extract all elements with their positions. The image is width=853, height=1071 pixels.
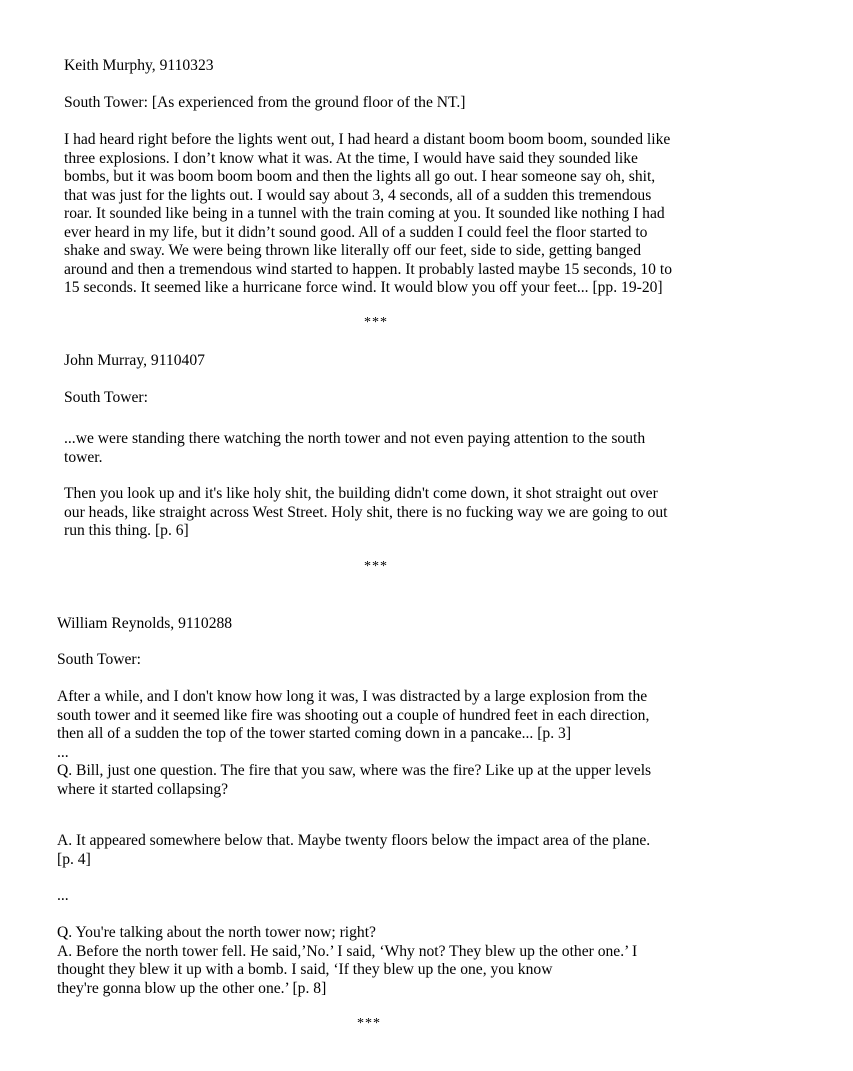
text-line: 15 seconds. It seemed like a hurricane force wind. It would blow you off your feet... [pp. 19-20] (64, 279, 663, 296)
testimony-paragraph (64, 131, 672, 298)
text-line: A. It appeared somewhere below that. Maybe twenty floors below the impact area of the plane. (57, 832, 651, 849)
testimony-paragraph (57, 832, 650, 869)
section-separator: *** (364, 315, 388, 330)
text-line: then all of a sudden the top of the tower started coming down in a pancake... [p. 3] (57, 725, 572, 742)
text-line: A. Before the north tower fell. He said,’No.’ I said, ‘Why not? They blew up the other one.’ I (57, 942, 638, 960)
text-line: around and then a tremendous wind started to happen. It probably lasted maybe 15 seconds, 10 to (64, 260, 673, 278)
text-line: ever heard in my life, but it didn’t sound good. All of a sudden I could feel the floor started to (64, 223, 648, 241)
section-separator: *** (357, 1016, 381, 1031)
entry-tower-label: South Tower: (64, 389, 148, 406)
entry-name: John Murray, 9110407 (64, 352, 205, 369)
entry-tower-label: South Tower: [As experienced from the ground floor of the NT.] (64, 94, 466, 111)
text-line: tower. (64, 448, 103, 466)
text-line: Then you look up and it's like holy shit, the building didn't come down, it shot straight out over (64, 485, 658, 502)
entry-name: William Reynolds, 9110288 (57, 615, 233, 632)
text-line: shake and sway. We were being thrown like literally off our feet, side to side, getting banged (64, 242, 641, 259)
text-line: where it started collapsing? (57, 780, 229, 798)
text-line: three explosions. I don’t know what it was. At the time, I would have said they sounded like (64, 149, 638, 167)
text-line: bombs, but it was boom boom boom and then the lights all go out. I hear someone say oh, shit, (64, 168, 656, 185)
text-line: our heads, like straight across West Street. Holy shit, there is no fucking way we are going to out (64, 503, 668, 521)
text-line: I had heard right before the lights went out, I had heard a distant boom boom boom, sounded like (64, 131, 671, 148)
text-line: roar. It sounded like being in a tunnel with the train coming at you. It sounded like nothing I had (64, 205, 665, 222)
section-separator: *** (364, 559, 388, 574)
text-line: run this thing. [p. 6] (64, 522, 189, 539)
text-line: ... (57, 743, 69, 761)
text-line: Q. Bill, just one question. The fire that you saw, where was the fire? Like up at the upper levels (57, 762, 652, 779)
text-line: ...we were standing there watching the north tower and not even paying attention to the south (64, 430, 646, 447)
entry-tower-label: South Tower: (57, 651, 141, 668)
testimony-paragraph (64, 430, 645, 467)
text-line: Q. You're talking about the north tower now; right? (57, 924, 376, 941)
text-line: [p. 4] (57, 850, 91, 868)
testimony-paragraph (57, 688, 651, 799)
text-line: that was just for the lights out. I would say about 3, 4 seconds, all of a sudden this tremendous (64, 186, 652, 204)
text-line: After a while, and I don't know how long it was, I was distracted by a large explosion from the (57, 688, 648, 705)
testimony-paragraph (57, 887, 69, 906)
entry-name: Keith Murphy, 9110323 (64, 57, 214, 74)
testimony-paragraph (57, 924, 637, 998)
text-line: they're gonna blow up the other one.’ [p. 8] (57, 979, 327, 997)
text-line: ... (57, 887, 69, 904)
text-line: thought they blew it up with a bomb. I said, ‘If they blew up the one, you know (57, 961, 553, 978)
text-line: south tower and it seemed like fire was shooting out a couple of hundred feet in each direction, (57, 706, 650, 724)
testimony-paragraph (64, 485, 667, 541)
